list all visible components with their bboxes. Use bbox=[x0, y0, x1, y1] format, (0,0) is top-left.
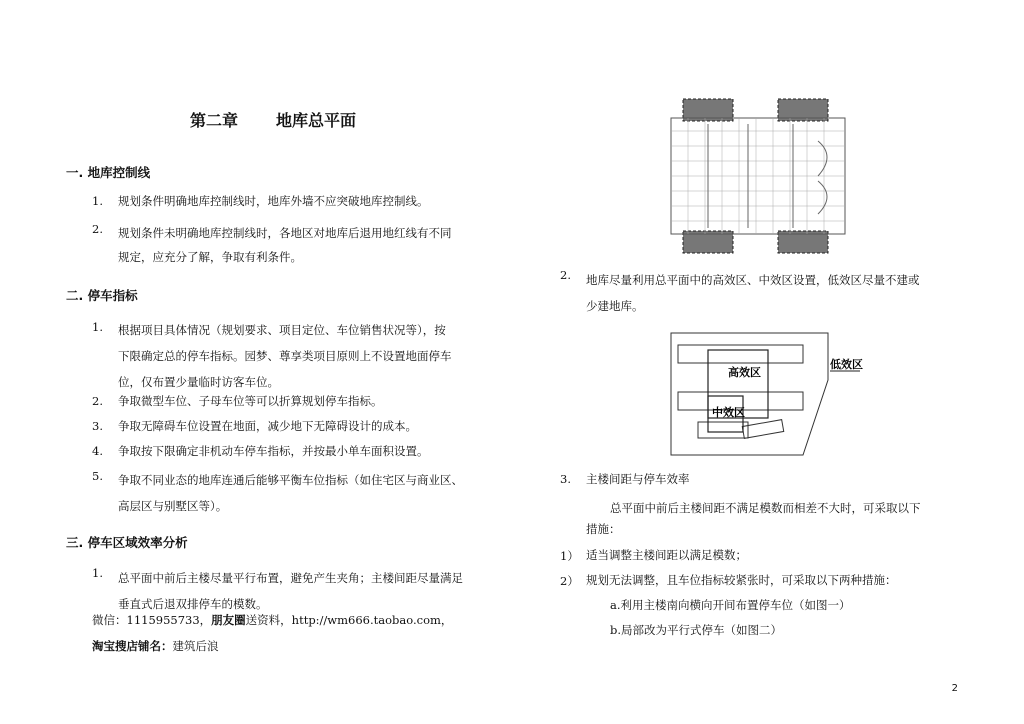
lettered-item: a.利用主楼南向横向开间布置停车位（如图一） bbox=[610, 598, 851, 612]
item-number: 2. bbox=[560, 268, 571, 282]
site-boundary bbox=[671, 333, 828, 455]
wechat-label: 微信： bbox=[92, 613, 127, 627]
paragraph-line: 高层区与别墅区等）。 bbox=[118, 499, 228, 513]
section-heading-1: 一. 地库控制线 bbox=[66, 165, 151, 180]
paragraph-line: 地库尽量利用总平面中的高效区、中效区设置，低效区尽量不建或 bbox=[586, 273, 920, 287]
paragraph bbox=[118, 467, 463, 519]
zone-label-high: 高效区 bbox=[728, 366, 761, 379]
paragraph-line: 规定，应充分了解，争取有利条件。 bbox=[118, 250, 302, 264]
lettered-item: b.局部改为平行式停车（如图二） bbox=[610, 623, 783, 637]
paragraph-line: 争取微型车位、子母车位等可以折算规划停车指标。 bbox=[118, 394, 383, 408]
zone-label-low: 低效区 bbox=[830, 358, 863, 371]
paragraph-line: 少建地库。 bbox=[586, 299, 644, 313]
chapter-title bbox=[190, 108, 356, 131]
paragraph-line: 争取按下限确定非机动车停车指标，并按最小单车面积设置。 bbox=[118, 444, 429, 458]
paragraph-line: 总平面中前后主楼尽量平行布置，避免产生夹角；主楼间距尽量满足 bbox=[118, 571, 463, 585]
paragraph-line: 总平面中前后主楼间距不满足模数而相差不大时，可采取以下 bbox=[610, 501, 921, 515]
sub-item-text: 规划无法调整，且车位指标较紧张时，可采取以下两种措施： bbox=[586, 573, 897, 587]
paragraph bbox=[118, 317, 452, 395]
zone-label-mid: 中效区 bbox=[712, 406, 745, 419]
paragraph bbox=[118, 221, 452, 269]
paragraph-line: 垂直式后退双排停车的模数。 bbox=[118, 597, 268, 611]
paragraph-line: 下限确定总的停车指标。园梦、尊享类项目原则上不设置地面停车 bbox=[118, 349, 452, 363]
wechat-value: 1115955733， bbox=[126, 613, 212, 627]
paragraph-line: 位，仅布置少量临时访客车位。 bbox=[118, 375, 279, 389]
moments-label: 朋友圈 bbox=[211, 613, 246, 627]
paragraph bbox=[586, 267, 920, 319]
lower-building bbox=[698, 422, 748, 438]
shop-value: 建筑后浪 bbox=[172, 639, 219, 653]
item-number: 1. bbox=[92, 320, 103, 334]
paragraph-line: 根据项目具体情况（规划要求、项目定位、车位销售状况等），按 bbox=[118, 323, 446, 337]
chapter-number: 第二章 bbox=[190, 111, 239, 130]
item-number: 3. bbox=[92, 419, 103, 433]
wechat-line bbox=[92, 612, 452, 628]
item-number: 4. bbox=[92, 444, 103, 458]
garage-grid bbox=[671, 118, 845, 234]
item-number: 2. bbox=[92, 222, 103, 236]
item-number: 3. bbox=[560, 472, 571, 486]
upper-building bbox=[678, 345, 803, 363]
shop-label: 淘宝搜店铺名： bbox=[92, 639, 173, 653]
page-number: 2 bbox=[951, 683, 958, 694]
item-number: 5. bbox=[92, 469, 103, 483]
chapter-name: 地库总平面 bbox=[276, 111, 357, 130]
shop-line bbox=[92, 638, 219, 654]
item-title: 主楼间距与停车效率 bbox=[586, 472, 690, 486]
sub-item-number: 2） bbox=[560, 574, 579, 588]
item-number: 1. bbox=[92, 566, 103, 580]
parking-plan-diagram bbox=[668, 96, 848, 256]
moments-rest: 送资料，http://wm666.taobao.com， bbox=[245, 613, 453, 627]
paragraph bbox=[610, 495, 921, 521]
item-number: 2. bbox=[92, 394, 103, 408]
sub-item-text: 适当调整主楼间距以满足模数； bbox=[586, 548, 747, 562]
paragraph bbox=[118, 193, 429, 209]
paragraph-line: 争取不同业态的地库连通后能够平衡车位指标（如住宅区与商业区、 bbox=[118, 473, 463, 487]
paragraph bbox=[118, 565, 463, 617]
sub-item-number: 1） bbox=[560, 549, 579, 563]
item-number: 1. bbox=[92, 194, 103, 208]
paragraph-line: 规划条件明确地库控制线时，地库外墙不应突破地库控制线。 bbox=[118, 194, 429, 208]
paragraph-line: 争取无障碍车位设置在地面，减少地下无障碍设计的成本。 bbox=[118, 419, 417, 433]
section-heading-2: 二. 停车指标 bbox=[66, 288, 138, 303]
paragraph-line: 规划条件未明确地库控制线时，各地区对地库后退用地红线有不同 bbox=[118, 226, 452, 240]
efficiency-zone-diagram bbox=[668, 330, 864, 460]
paragraph-line: 措施： bbox=[586, 522, 621, 536]
section-heading-3: 三. 停车区域效率分析 bbox=[66, 535, 188, 550]
